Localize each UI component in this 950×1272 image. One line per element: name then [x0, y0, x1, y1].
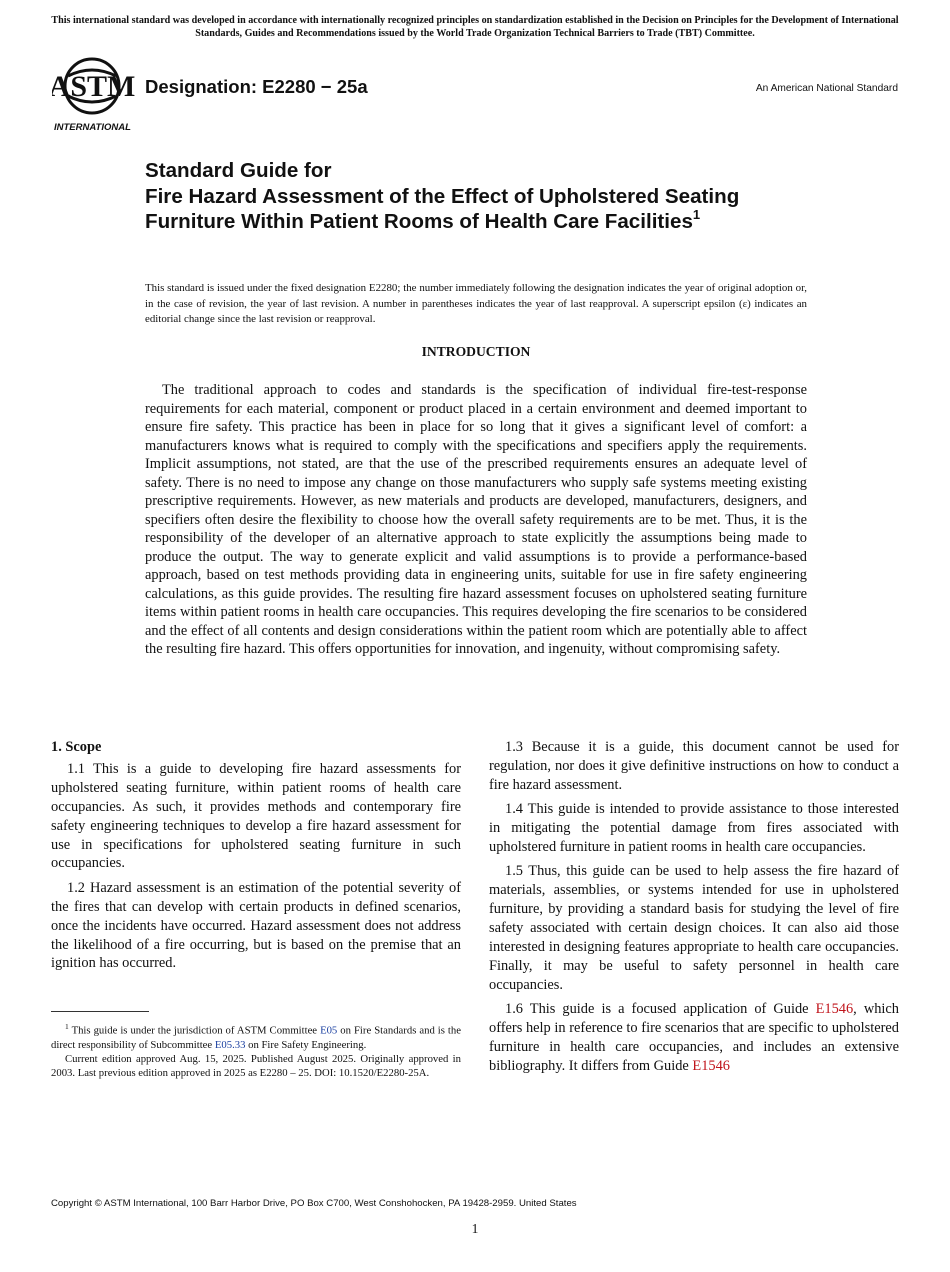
page-number: 1 — [471, 1221, 479, 1236]
footnote-divider — [51, 1011, 149, 1012]
title-line-1: Standard Guide for — [145, 159, 332, 182]
p1-6-text-a: 1.6 This guide is a focused application of Guide — [505, 1001, 816, 1018]
p1-6-text-b: , which offers help in reference to fire scenarios that are specific to upholstered furniture in health care occupancies, and includes an extensive bibliography. It differs from Guide — [489, 1001, 899, 1074]
paragraph-1-2: 1.2 Hazard assessment is an estimation of the potential severity of the fires that can develop with certain products in defined scenarios, once the incidents have occurred. Hazard assessment does not address the likelihood of a fire occurring, but is based on the premise that an ignition has occurred. — [51, 879, 461, 972]
tbt-notice: This international standard was developed in accordance with internationally recognized principles on standardization established in the Decision on Principles for the Development of International Standards, Guides and Recommendations issued by the World Trade Organization Technical Barriers to Trade (TBT) Committee. — [51, 15, 899, 39]
footnote-text-b: on Fire Standards and is the direct responsibility of Subcommittee — [51, 1024, 461, 1051]
footnote-text-a: This guide is under the jurisdiction of ASTM Committee — [68, 1024, 321, 1037]
scope-heading: 1. Scope — [51, 739, 102, 755]
paragraph-1-4: 1.4 This guide is intended to provide assistance to those interested in mitigating the potential damage from fires associated with upholstered furniture in patient rooms in health care occupancies. — [489, 801, 899, 856]
american-national-standard-label: An American National Standard — [755, 83, 898, 94]
title-main — [145, 184, 835, 235]
left-column — [51, 738, 461, 979]
document-title — [145, 158, 835, 235]
copyright: Copyright © ASTM International, 100 Barr Harbor Drive, PO Box C700, West Conshohocken, PA 19428-2959. United States — [51, 1198, 577, 1209]
footnote-edition: Current edition approved Aug. 15, 2025. Published August 2025. Originally approved in 2003. Last previous edition approved in 2025 as E2280 – 25. DOI: 10.1520/E2280-25A. — [51, 1052, 461, 1079]
footnote-text-c: on Fire Safety Engineering. — [245, 1038, 367, 1051]
e1546-link-2[interactable]: E1546 — [692, 1058, 730, 1074]
title-footnote-mark[interactable]: 1 — [692, 207, 701, 223]
footnote-mark: 1 — [65, 1022, 69, 1031]
logo-wordmark: INTERNATIONAL — [54, 122, 131, 133]
designation: Designation: E2280 − 25a — [145, 76, 368, 97]
introduction-heading: INTRODUCTION — [421, 344, 531, 359]
right-column — [489, 738, 899, 1081]
issuance-note: This standard is issued under the fixed designation E2280; the number immediately following the designation indicates the year of original adoption or, in the case of revision, the year of last revision. A number in parentheses indicates the year of last reapproval. A superscript epsilon (ε) indicates an editorial change since the last revision or reapproval. — [145, 282, 807, 326]
paragraph-1-3: 1.3 Because it is a guide, this document cannot be used for regulation, nor does it give definitive instructions on how to conduct a fire hazard assessment. — [489, 739, 899, 793]
svg-text:ASTM: ASTM — [52, 70, 136, 103]
footnote — [51, 1020, 461, 1080]
paragraph-1-5: 1.5 Thus, this guide can be used to help assess the fire hazard of materials, assemblies, or systems intended for use in upholstered furniture, by providing a standard basis for studying the level of fire safety associated with certain design choices. It can also aid those interested in designing features appropriate to health care occupancies. Finally, it may be useful to safety personnel in health care occupancies. — [489, 863, 899, 993]
footnote-jurisdiction — [51, 1020, 461, 1052]
paragraph-1-6 — [489, 1000, 899, 1076]
paragraph-1-1: 1.1 This is a guide to developing fire hazard assessments for upholstered seating furniture, within patient rooms of health care occupancies. As such, it provides methods and contemporary fire safety engineering techniques to develop a fire hazard assessment for use in specifications for upholstered seating furniture in such occupancies. — [51, 760, 461, 872]
title-text: Fire Hazard Assessment of the Effect of Upholstered Seating Furniture Within Patient Rooms of Health Care Facilities — [145, 184, 740, 233]
e1546-link[interactable]: E1546 — [815, 1001, 854, 1018]
subcommittee-e05-33-link[interactable]: E05.33 — [214, 1038, 246, 1051]
astm-international-logo-icon — [52, 56, 136, 134]
committee-e05-link[interactable]: E05 — [320, 1024, 338, 1037]
introduction-text: The traditional approach to codes and standards is the specification of individual fire-test-response requirements for each material, component or product placed in a certain environment and deemed important to ensure fire safety. This practice has been in place for so long that it gives a significant level of comfort: a manufacturers knows what is required to comply with the specifications and specifiers apply the requirements. Implicit assumptions, not stated, are that the use of the prescribed requirements ensures an adequate level of safety. There is no need to impose any change on those manufacturers who supply safe systems meeting existing prescriptive requirements. However, as new materials and products are developed, manufacturers, designers, and specifiers often desire the flexibility to choose how the overall safety requirements are to be met. Thus, it is the responsibility of the developer of an alternative approach to state explicitly the assumptions being made to produce the output. The way to generate explicit and valid assumptions is to provide a performance-based approach, based on test methods providing data in engineering units, suitable for use in fire safety engineering calculations, as this guide provides. The resulting fire hazard assessment focuses on upholstered seating furniture items within patient rooms in health care occupancies. This requires developing the fire scenarios to be considered and the effect of all contents and design considerations within the patient room which are potentially able to affect the resulting fire hazard. This offers opportunities for innovation, and ingenuity, without compromising safety. — [145, 382, 807, 657]
